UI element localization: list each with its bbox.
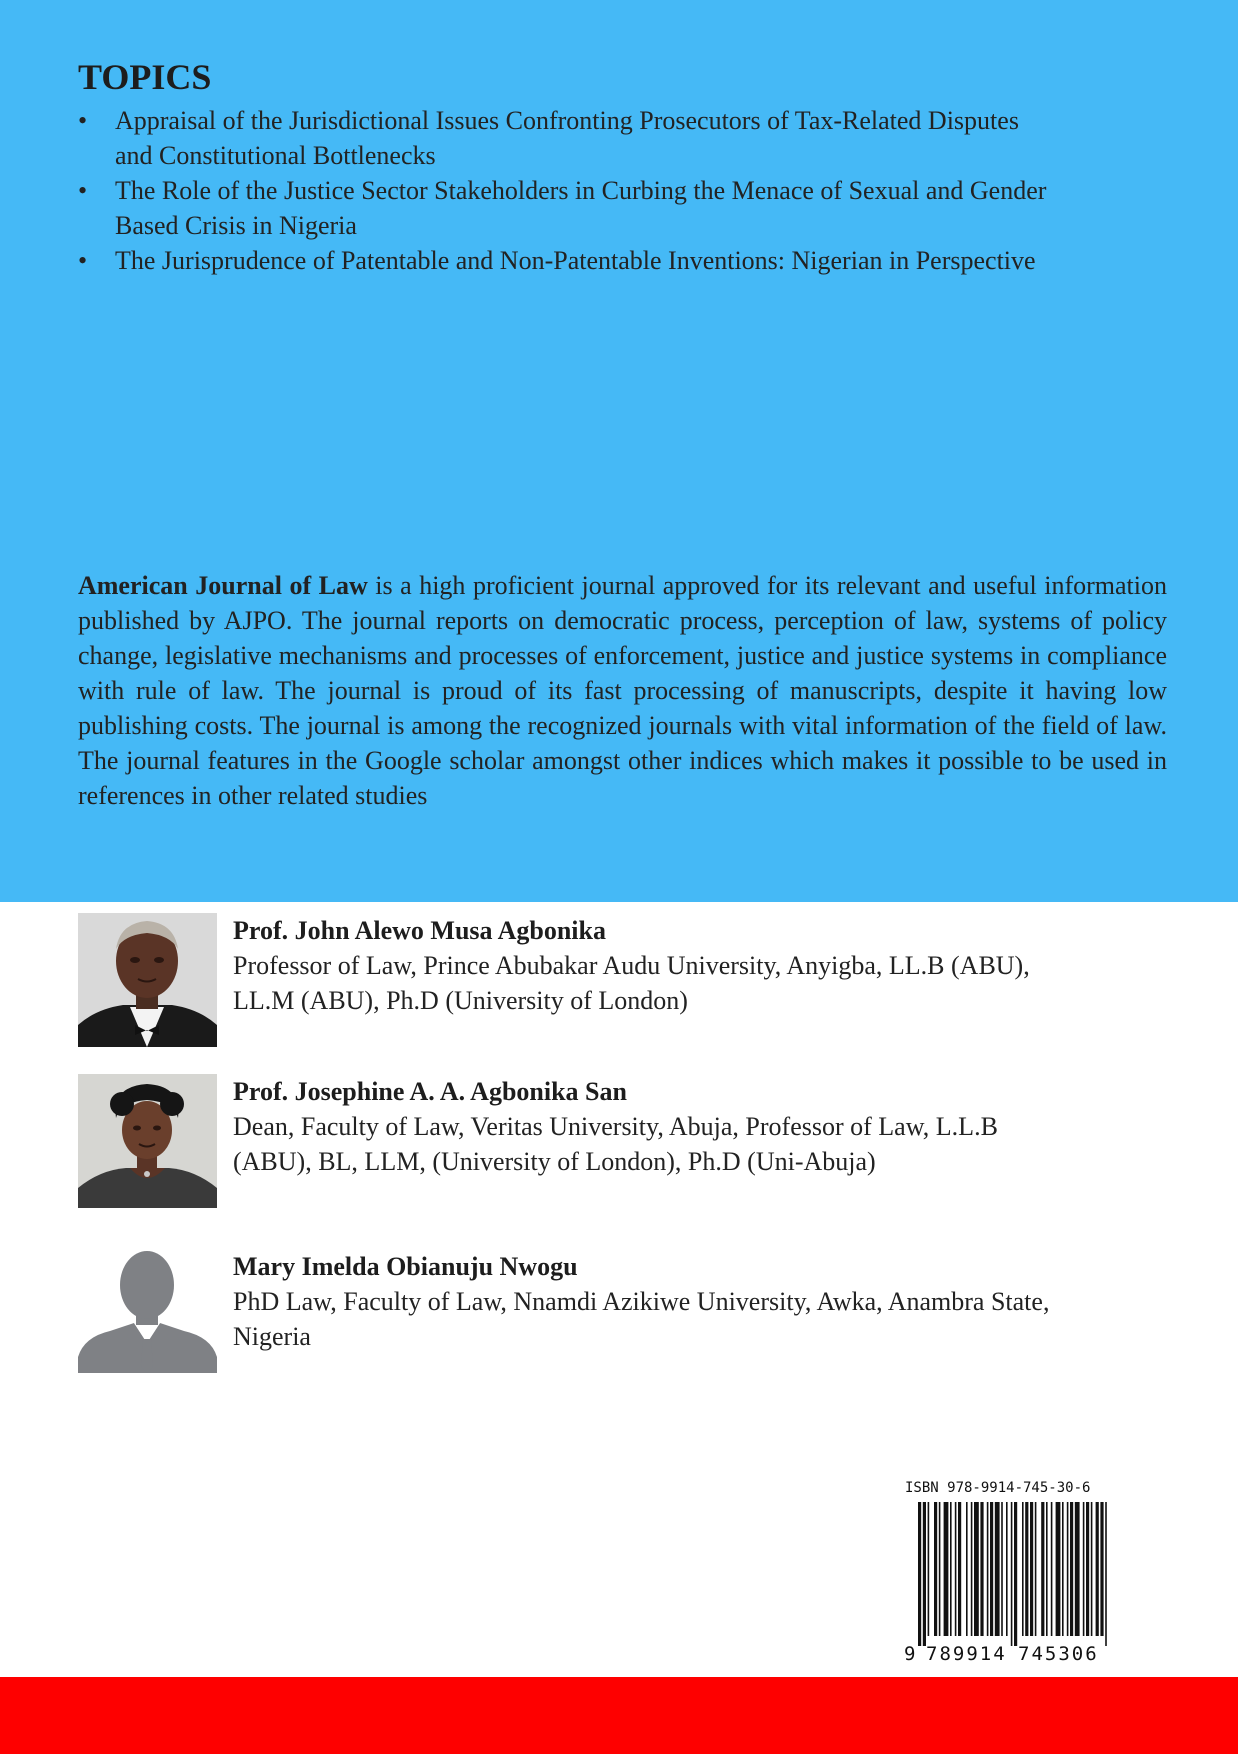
barcode-graphic bbox=[900, 1502, 1125, 1664]
barcode-bar bbox=[928, 1502, 930, 1636]
isbn-barcode bbox=[900, 1478, 1125, 1664]
journal-description-text: is a high proficient journal approved for its relevant and useful information published by AJPO. The journal reports on democratic process, perception of law, systems of policy change, legislative mechanisms and processes of enforcement, justice and justice systems in compliance with rule of law. The journal is proud of its fast processing of manuscripts, despite it having low publishing costs. The journal is among the recognized journals with vital information of the field of law. The journal features in the Google scholar amongst other indices which makes it possible to be used in references in other related studies bbox=[78, 571, 1167, 810]
topic-text: Appraisal of the Jurisdictional Issues Confronting Prosecutors of Tax-Related Disputes bbox=[115, 106, 1019, 135]
barcode-bar bbox=[1096, 1502, 1099, 1636]
bullet-icon: • bbox=[78, 246, 88, 275]
barcode-bar bbox=[1046, 1502, 1048, 1636]
barcode-bar bbox=[923, 1502, 926, 1646]
barcode-bar bbox=[1067, 1502, 1069, 1636]
barcode-bar bbox=[934, 1502, 937, 1636]
author-credentials-line: Professor of Law, Prince Abubakar Audu University, Anyigba, LL.B (ABU), bbox=[233, 951, 1030, 980]
barcode-bar bbox=[1001, 1502, 1003, 1636]
barcode-bar bbox=[1051, 1502, 1053, 1636]
author-credentials-line: Nigeria bbox=[233, 1322, 311, 1351]
bullet-icon: • bbox=[78, 176, 88, 205]
author-photo bbox=[78, 1074, 217, 1208]
author-credentials bbox=[233, 1284, 1163, 1354]
barcode-bar bbox=[1091, 1502, 1093, 1636]
bullet-icon: • bbox=[78, 106, 88, 135]
author-portrait-icon bbox=[78, 1074, 217, 1208]
barcode-bar bbox=[1030, 1502, 1033, 1636]
author-credentials bbox=[233, 1109, 1163, 1179]
author-photo bbox=[78, 1249, 217, 1383]
author-portrait-icon bbox=[78, 913, 217, 1047]
barcode-bar bbox=[1022, 1502, 1024, 1636]
barcode-bar bbox=[918, 1502, 921, 1646]
barcode-bar bbox=[958, 1502, 961, 1636]
barcode-bar bbox=[944, 1502, 949, 1636]
author-credentials-line: (ABU), BL, LLM, (University of London), Ph.D (Uni-Abuja) bbox=[233, 1147, 876, 1176]
topics-heading: TOPICS bbox=[78, 57, 212, 97]
topic-item bbox=[78, 243, 1168, 278]
author-name: Prof. John Alewo Musa Agbonika bbox=[233, 916, 606, 945]
author-credentials-line: PhD Law, Faculty of Law, Nnamdi Azikiwe University, Awka, Anambra State, bbox=[233, 1287, 1050, 1316]
barcode-bar bbox=[1083, 1502, 1085, 1636]
barcode-bar bbox=[950, 1502, 952, 1636]
topic-item bbox=[78, 103, 1168, 173]
barcode-bar bbox=[966, 1502, 968, 1636]
barcode-left-digits: 789914 bbox=[926, 1643, 1007, 1664]
barcode-bar bbox=[1011, 1502, 1013, 1646]
barcode-bar bbox=[1086, 1502, 1089, 1636]
topic-text-continued: and Constitutional Bottlenecks bbox=[115, 141, 436, 170]
barcode-bar bbox=[1100, 1502, 1103, 1636]
barcode-bar bbox=[990, 1502, 993, 1636]
barcode-bar bbox=[1105, 1502, 1107, 1646]
topic-text: The Jurisprudence of Patentable and Non-Patentable Inventions: Nigerian in Perspective bbox=[115, 246, 1036, 275]
author-name: Mary Imelda Obianuju Nwogu bbox=[233, 1252, 578, 1281]
barcode-bar bbox=[971, 1502, 973, 1636]
author-info bbox=[233, 913, 1163, 1018]
journal-description bbox=[78, 568, 1167, 813]
barcode-bar bbox=[1075, 1502, 1080, 1636]
barcode-bar bbox=[1041, 1502, 1044, 1636]
topic-item bbox=[78, 173, 1168, 243]
barcode-bar bbox=[995, 1502, 1000, 1636]
barcode-bar bbox=[987, 1502, 989, 1636]
barcode-first-digit: 9 bbox=[904, 1643, 916, 1664]
avatar-placeholder-icon bbox=[78, 1249, 217, 1373]
barcode-bar bbox=[1062, 1502, 1064, 1636]
topics-list bbox=[78, 103, 1168, 278]
author-name: Prof. Josephine A. A. Agbonika San bbox=[233, 1077, 627, 1106]
author-info bbox=[233, 1074, 1163, 1179]
cover-bottom-bar bbox=[0, 1677, 1238, 1754]
topic-text: The Role of the Justice Sector Stakeholders in Curbing the Menace of Sexual and Gender bbox=[115, 176, 1047, 205]
barcode-bar bbox=[1035, 1502, 1037, 1636]
topic-text-continued: Based Crisis in Nigeria bbox=[115, 211, 357, 240]
barcode-right-digits: 745306 bbox=[1018, 1643, 1099, 1664]
journal-name: American Journal of Law bbox=[78, 571, 368, 600]
barcode-bar bbox=[1025, 1502, 1028, 1636]
author-credentials bbox=[233, 948, 1163, 1018]
author-credentials-line: Dean, Faculty of Law, Veritas University, Abuja, Professor of Law, L.L.B bbox=[233, 1112, 998, 1141]
barcode-bar bbox=[980, 1502, 983, 1636]
barcode-bar bbox=[1014, 1502, 1017, 1646]
barcode-bar bbox=[939, 1502, 941, 1636]
barcode-bar bbox=[1070, 1502, 1073, 1636]
author-credentials-line: LL.M (ABU), Ph.D (University of London) bbox=[233, 986, 688, 1015]
barcode-bar bbox=[1006, 1502, 1008, 1636]
author-photo bbox=[78, 913, 217, 1047]
barcode-bar bbox=[1056, 1502, 1061, 1636]
author-info bbox=[233, 1249, 1163, 1354]
isbn-label: ISBN 978-9914-745-30-6 bbox=[905, 1480, 1091, 1496]
barcode-bar bbox=[974, 1502, 979, 1636]
barcode-bar bbox=[955, 1502, 957, 1636]
